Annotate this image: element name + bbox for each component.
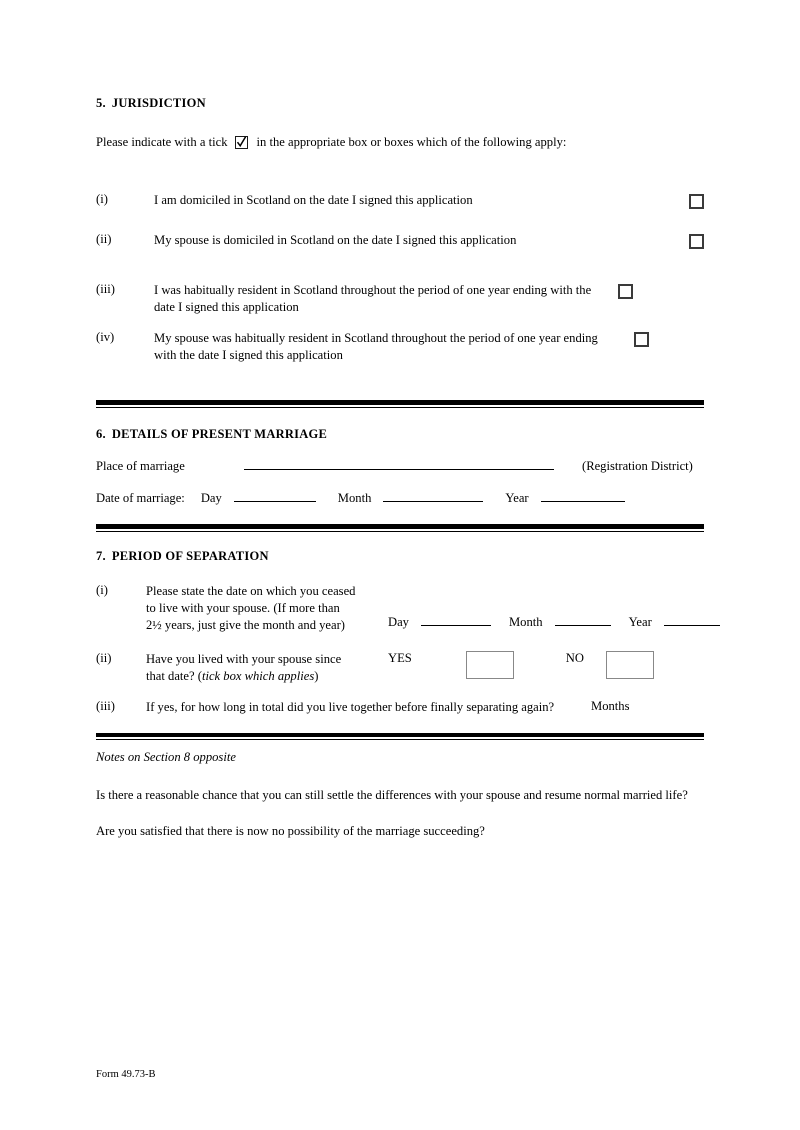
place-of-marriage-input[interactable] [244,458,554,470]
jurisdiction-checkbox-iv[interactable] [634,332,649,347]
separation-year-label: Year [628,615,652,630]
item-number: (i) [96,583,108,598]
form-content [96,96,704,840]
no-checkbox[interactable] [606,651,654,679]
place-of-marriage-row [96,458,704,474]
jurisdiction-list [96,192,704,363]
item-number: (ii) [96,651,112,666]
section-5-instruction [96,135,704,150]
no-label: NO [565,651,584,666]
item-text: My spouse was habitually resident in Scotland throughout the period of one year ending with the date I signed this application [154,331,598,362]
jurisdiction-checkbox-i[interactable] [689,194,704,209]
form-number-footer: Form 49.73-B [96,1069,156,1080]
item-text: I am domiciled in Scotland on the date I signed this application [154,193,473,207]
item-text-line-1: Please state the date on which you ceased [146,584,356,599]
jurisdiction-item-iv [96,330,704,363]
jurisdiction-checkbox-ii[interactable] [689,234,704,249]
section-6-number: 6. [96,427,106,442]
section-divider-1 [96,400,704,408]
section-7-heading [96,549,704,564]
section-7-number: 7. [96,549,106,564]
separation-item-ii [96,651,704,684]
item-number: (i) [96,192,108,206]
separation-day-input[interactable] [421,614,491,626]
item-text: If yes, for how long in total did you live together before finally separating again? [146,700,555,715]
separation-month-label: Month [508,615,543,630]
section-divider-3 [96,733,704,740]
registration-district-note: (Registration District) [582,459,693,474]
marriage-month-input[interactable] [383,490,483,502]
item-text-line-1: Have you lived with your spouse since [146,652,342,667]
marriage-day-input[interactable] [234,490,316,502]
item-number: (iii) [96,699,115,714]
item-text: I was habitually resident in Scotland throughout the period of one year ending with the date I signed this application [154,283,592,314]
item-number: (ii) [96,232,112,246]
item-text-block [146,651,384,684]
section-5-heading [96,96,704,111]
item-number: (iii) [96,282,115,296]
instruction-text-after: in the appropriate box or boxes which of the following apply: [256,135,567,149]
jurisdiction-checkbox-iii[interactable] [618,284,633,299]
item-text-line-3: 2½ years, just give the month and year) [146,617,345,632]
marriage-year-label: Year [505,491,529,506]
section-divider-2 [96,524,704,532]
jurisdiction-item-ii [96,232,704,249]
tick-box-instruction: tick box which applies [201,668,315,683]
item-text-line-2: to live with your spouse. (If more than [146,601,340,616]
separation-day-label: Day [388,615,409,630]
notes-paragraph-1: Is there a reasonable chance that you can still settle the differences with your spouse and resume normal married life? [96,787,688,802]
marriage-year-input[interactable] [541,490,625,502]
jurisdiction-item-iii [96,282,704,315]
place-of-marriage-label: Place of marriage [96,459,185,474]
notes-heading: Notes on Section 8 opposite [96,750,236,765]
section-7-title: PERIOD OF SEPARATION [111,549,269,564]
yes-checkbox[interactable] [466,651,514,679]
separation-month-input[interactable] [555,614,611,626]
notes-paragraph-2: Are you satisfied that there is now no possibility of the marriage succeeding? [96,824,485,839]
instruction-text-before: Please indicate with a tick [96,135,228,149]
yes-label: YES [388,651,412,666]
checked-box-icon [235,136,248,149]
jurisdiction-item-i [96,192,704,209]
marriage-day-label: Day [200,491,222,506]
date-of-marriage-label: Date of marriage: [96,491,185,506]
separation-year-input[interactable] [664,614,720,626]
item-text: My spouse is domiciled in Scotland on the date I signed this application [154,233,517,247]
separation-item-iii [96,699,704,716]
section-6-title: DETAILS OF PRESENT MARRIAGE [111,427,328,442]
months-label: Months [591,699,630,714]
marriage-month-label: Month [337,491,372,506]
section-5-title: JURISDICTION [111,96,206,110]
item-text-line-2-plain: that date? ( [146,668,202,683]
section-5-number: 5. [96,96,106,110]
item-text-line-2-close: ) [314,668,319,683]
date-of-marriage-row [96,490,704,506]
item-number: (iv) [96,330,115,345]
section-6-heading [96,427,704,442]
